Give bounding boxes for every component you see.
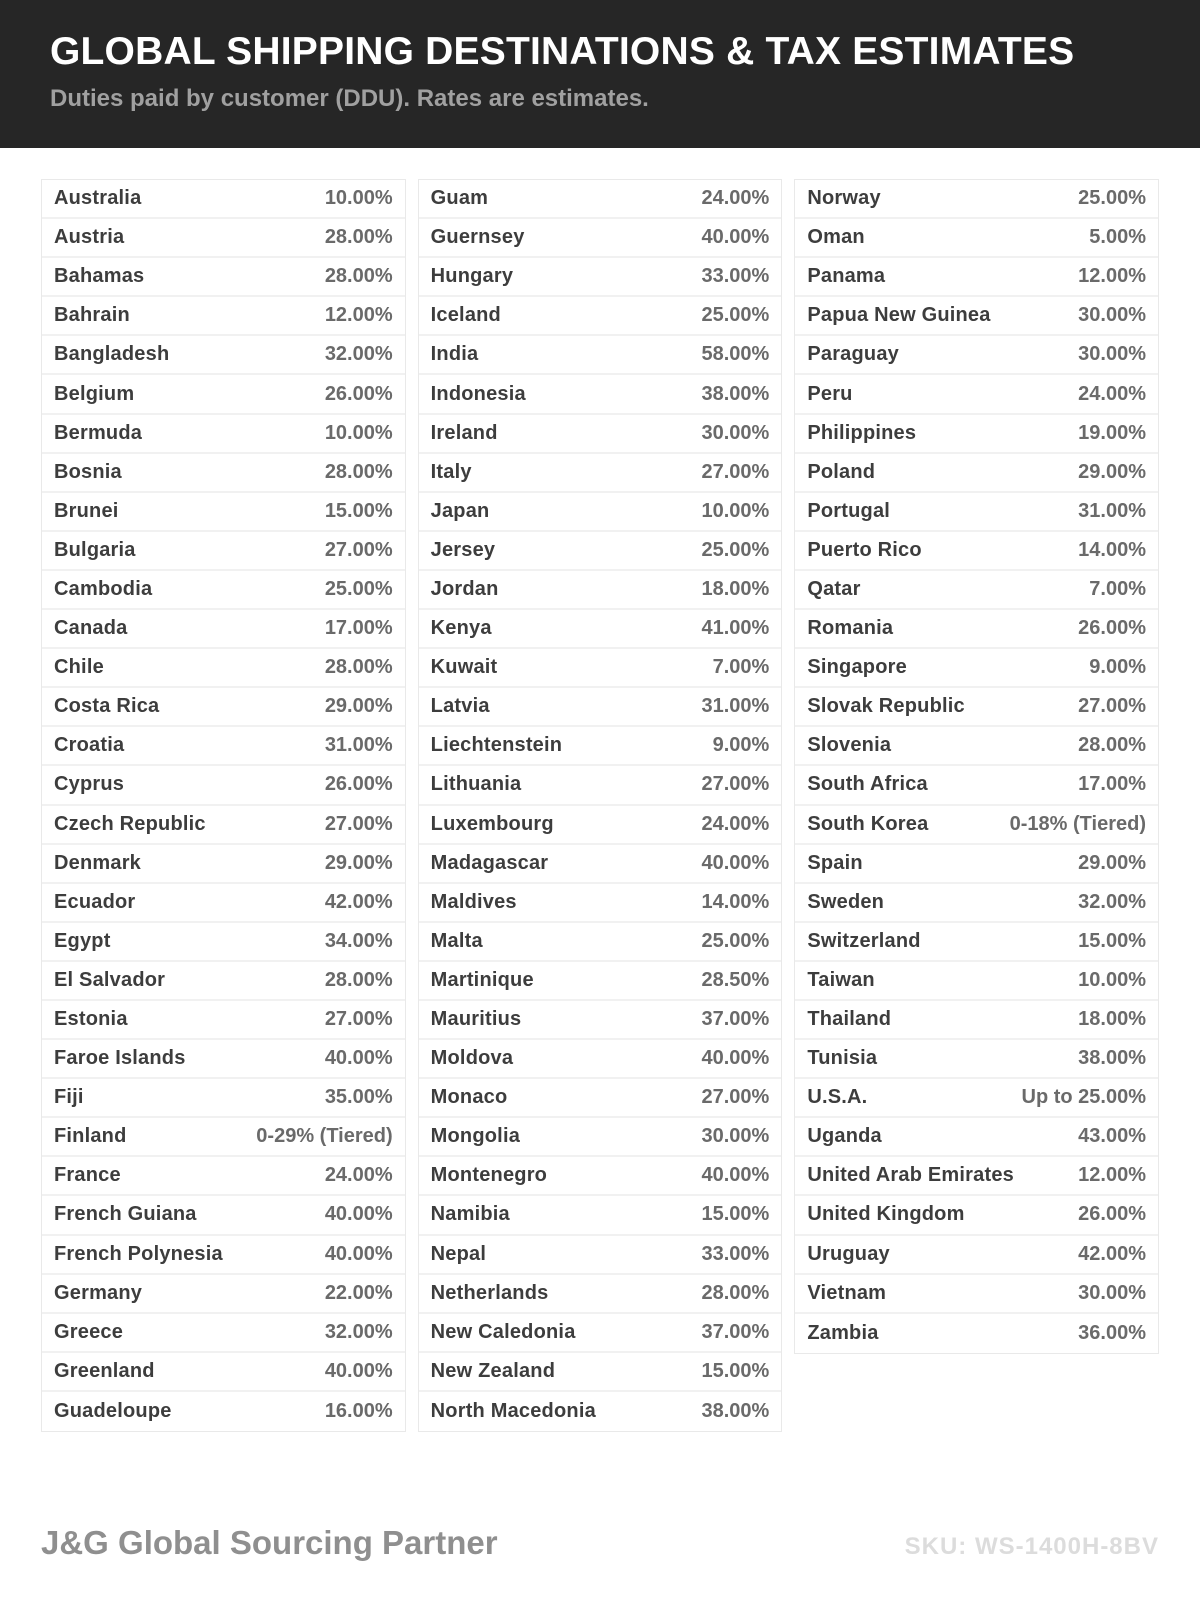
- rate-row: [795, 1001, 1158, 1040]
- rate-row: [795, 1079, 1158, 1118]
- page-title: GLOBAL SHIPPING DESTINATIONS & TAX ESTIMATES: [50, 30, 1075, 73]
- country-name: Bosnia: [54, 460, 122, 483]
- rate-row: [42, 923, 405, 962]
- country-name: Norway: [807, 187, 881, 210]
- rate-row: [42, 1236, 405, 1275]
- rate-row: [42, 962, 405, 1001]
- country-name: Mongolia: [430, 1125, 521, 1148]
- brand-name: J&G Global Sourcing Partner: [41, 1524, 498, 1561]
- country-name: Germany: [54, 1281, 143, 1304]
- country-name: Mauritius: [430, 1008, 522, 1031]
- tax-rate: 32.00%: [1078, 890, 1146, 913]
- rate-row: [795, 649, 1158, 688]
- country-name: Netherlands: [430, 1281, 549, 1304]
- rate-row: [795, 610, 1158, 649]
- rate-row: [419, 1157, 782, 1196]
- rate-row: [795, 571, 1158, 610]
- tax-rate: 40.00%: [701, 1164, 770, 1187]
- rate-row: [419, 219, 782, 258]
- tax-rate: 37.00%: [701, 1320, 770, 1343]
- tax-rate: 30.00%: [1078, 304, 1146, 327]
- rate-row: [795, 1157, 1158, 1196]
- rate-row: [42, 571, 405, 610]
- country-name: Jersey: [430, 538, 496, 561]
- rate-row: [419, 1118, 782, 1157]
- tax-rate: 30.00%: [1078, 1281, 1146, 1304]
- tax-rate: 18.00%: [1078, 1008, 1146, 1031]
- country-name: Vietnam: [807, 1281, 887, 1304]
- tax-rate: 10.00%: [1078, 968, 1146, 991]
- tax-rate: 5.00%: [1089, 226, 1146, 249]
- country-name: Paraguay: [807, 343, 899, 366]
- rate-row: [42, 845, 405, 884]
- tax-rate: 38.00%: [701, 1399, 770, 1422]
- tax-rate: 29.00%: [1078, 851, 1146, 874]
- country-name: Australia: [54, 187, 142, 210]
- page-subtitle: Duties paid by customer (DDU). Rates are estimates.: [50, 85, 649, 112]
- tax-rate: 26.00%: [1078, 617, 1146, 640]
- rate-row: [419, 1001, 782, 1040]
- rate-row: [795, 219, 1158, 258]
- tax-rate: 31.00%: [324, 734, 393, 757]
- country-name: Canada: [54, 617, 128, 640]
- country-name: Belgium: [54, 382, 135, 405]
- tax-rate: 28.00%: [324, 968, 393, 991]
- tax-rate: 36.00%: [1078, 1321, 1146, 1344]
- tax-rate: 7.00%: [1089, 577, 1146, 600]
- tax-rate: 40.00%: [324, 1047, 393, 1070]
- rate-row: [795, 688, 1158, 727]
- rate-row: [42, 532, 405, 571]
- rate-row: [419, 1392, 782, 1431]
- rate-row: [795, 493, 1158, 532]
- rate-row: [42, 1196, 405, 1235]
- country-name: Estonia: [54, 1008, 128, 1031]
- tax-rate: 27.00%: [701, 1086, 770, 1109]
- rate-row: [795, 1196, 1158, 1235]
- rate-row: [42, 454, 405, 493]
- country-name: Guam: [430, 187, 489, 210]
- country-name: Singapore: [807, 656, 907, 679]
- country-name: Czech Republic: [54, 812, 206, 835]
- tax-rate: 27.00%: [324, 1008, 393, 1031]
- tax-rate: 30.00%: [1078, 343, 1146, 366]
- rates-column-3: [794, 179, 1159, 1354]
- rates-column-1: [41, 179, 406, 1432]
- country-name: Moldova: [430, 1047, 514, 1070]
- country-name: Kenya: [430, 617, 492, 640]
- country-name: El Salvador: [54, 968, 166, 991]
- country-name: Maldives: [430, 890, 517, 913]
- country-name: Portugal: [807, 499, 891, 522]
- tax-rate: 30.00%: [701, 1125, 770, 1148]
- page-header: [0, 0, 1200, 148]
- tax-rate: 12.00%: [1078, 1164, 1146, 1187]
- country-name: Croatia: [54, 734, 125, 757]
- tax-rate: 28.00%: [324, 460, 393, 483]
- tax-rate: 35.00%: [324, 1086, 393, 1109]
- sku-label: SKU: WS-1400H-8BV: [904, 1533, 1159, 1560]
- tax-rate: 27.00%: [324, 538, 393, 561]
- tax-rate: 40.00%: [701, 1047, 770, 1070]
- country-name: Indonesia: [430, 382, 526, 405]
- rate-row: [419, 766, 782, 805]
- country-name: Japan: [430, 499, 490, 522]
- rate-row: [419, 1079, 782, 1118]
- rate-row: [419, 884, 782, 923]
- country-name: Latvia: [430, 695, 490, 718]
- country-name: Slovenia: [807, 734, 892, 757]
- tax-rate: 31.00%: [701, 695, 770, 718]
- tax-rate: 29.00%: [324, 695, 393, 718]
- rate-row: [419, 845, 782, 884]
- rate-row: [795, 1040, 1158, 1079]
- country-name: Oman: [807, 226, 865, 249]
- rate-row: [42, 297, 405, 336]
- country-name: Ecuador: [54, 890, 136, 913]
- tax-rate: 24.00%: [701, 812, 770, 835]
- rate-row: [419, 923, 782, 962]
- country-name: Thailand: [807, 1008, 892, 1031]
- country-name: Spain: [807, 851, 863, 874]
- tax-rate: 58.00%: [701, 343, 770, 366]
- rate-row: [42, 766, 405, 805]
- rate-row: [795, 1118, 1158, 1157]
- rate-row: [42, 375, 405, 414]
- rate-row: [419, 1314, 782, 1353]
- tax-rate: 18.00%: [701, 577, 770, 600]
- rate-row: [42, 1040, 405, 1079]
- rate-row: [795, 727, 1158, 766]
- rates-table: [41, 179, 1159, 1432]
- country-name: United Kingdom: [807, 1203, 965, 1226]
- country-name: Nepal: [430, 1242, 487, 1265]
- country-name: Uruguay: [807, 1242, 890, 1265]
- tax-rate: 17.00%: [324, 617, 393, 640]
- rate-row: [795, 766, 1158, 805]
- country-name: Guernsey: [430, 226, 525, 249]
- country-name: Sweden: [807, 890, 885, 913]
- rate-row: [795, 532, 1158, 571]
- tax-rate: 0-18% (Tiered): [1009, 812, 1146, 835]
- country-name: Zambia: [807, 1321, 879, 1344]
- rate-row: [419, 454, 782, 493]
- tax-rate: 40.00%: [324, 1359, 393, 1382]
- country-name: Puerto Rico: [807, 538, 922, 561]
- country-name: Denmark: [54, 851, 141, 874]
- country-name: Poland: [807, 460, 876, 483]
- tax-rate: 41.00%: [701, 617, 770, 640]
- rates-column-2: [418, 179, 783, 1432]
- country-name: Cyprus: [54, 773, 125, 796]
- country-name: Ireland: [430, 421, 498, 444]
- tax-rate: 42.00%: [1078, 1242, 1146, 1265]
- rate-row: [419, 1275, 782, 1314]
- country-name: Bermuda: [54, 421, 143, 444]
- country-name: New Caledonia: [430, 1320, 576, 1343]
- tax-rate: 15.00%: [1078, 929, 1146, 952]
- country-name: Chile: [54, 656, 104, 679]
- country-name: Uganda: [807, 1125, 882, 1148]
- rate-row: [795, 923, 1158, 962]
- rate-row: [419, 688, 782, 727]
- rate-row: [42, 1353, 405, 1392]
- country-name: Costa Rica: [54, 695, 160, 718]
- rate-row: [419, 1040, 782, 1079]
- rate-row: [42, 1001, 405, 1040]
- rate-row: [795, 297, 1158, 336]
- country-name: Bahamas: [54, 265, 145, 288]
- country-name: Romania: [807, 617, 894, 640]
- page-footer: [41, 1524, 1159, 1562]
- tax-rate: 29.00%: [324, 851, 393, 874]
- country-name: Malta: [430, 929, 483, 952]
- rate-row: [419, 415, 782, 454]
- country-name: Brunei: [54, 499, 119, 522]
- rate-row: [42, 1392, 405, 1431]
- country-name: Peru: [807, 382, 853, 405]
- country-name: Greenland: [54, 1359, 155, 1382]
- rate-row: [419, 1236, 782, 1275]
- country-name: New Zealand: [430, 1359, 556, 1382]
- country-name: Tunisia: [807, 1047, 878, 1070]
- tax-rate: 10.00%: [324, 187, 393, 210]
- tax-rate: 40.00%: [701, 226, 770, 249]
- country-name: India: [430, 343, 479, 366]
- rate-row: [42, 258, 405, 297]
- rate-row: [795, 1275, 1158, 1314]
- country-name: Bangladesh: [54, 343, 170, 366]
- tax-rate: 14.00%: [701, 890, 770, 913]
- country-name: Bulgaria: [54, 538, 136, 561]
- tax-rate: 30.00%: [701, 421, 770, 444]
- rate-row: [419, 806, 782, 845]
- country-name: Greece: [54, 1320, 124, 1343]
- tax-rate: 25.00%: [701, 304, 770, 327]
- rate-row: [419, 962, 782, 1001]
- tax-rate: 0-29% (Tiered): [256, 1125, 393, 1148]
- rate-row: [795, 845, 1158, 884]
- country-name: French Polynesia: [54, 1242, 223, 1265]
- rate-row: [419, 297, 782, 336]
- rate-row: [42, 1275, 405, 1314]
- tax-rate: 7.00%: [712, 656, 770, 679]
- tax-rate: 22.00%: [324, 1281, 393, 1304]
- rate-row: [42, 884, 405, 923]
- tax-rate: 33.00%: [701, 1242, 770, 1265]
- rate-row: [419, 258, 782, 297]
- rate-row: [419, 1353, 782, 1392]
- rate-row: [419, 180, 782, 219]
- rate-row: [419, 571, 782, 610]
- tax-rate: 24.00%: [324, 1164, 393, 1187]
- tax-rate: 27.00%: [701, 773, 770, 796]
- rate-row: [795, 336, 1158, 375]
- tax-rate: 33.00%: [701, 265, 770, 288]
- country-name: Qatar: [807, 577, 861, 600]
- country-name: Kuwait: [430, 656, 498, 679]
- rate-row: [42, 1079, 405, 1118]
- tax-rate: 27.00%: [701, 460, 770, 483]
- rate-row: [795, 375, 1158, 414]
- country-name: Luxembourg: [430, 812, 554, 835]
- country-name: Panama: [807, 265, 886, 288]
- country-name: Faroe Islands: [54, 1047, 186, 1070]
- rate-row: [795, 1236, 1158, 1275]
- rate-row: [419, 1196, 782, 1235]
- tax-rate: 24.00%: [1078, 382, 1146, 405]
- tax-rate: 28.00%: [701, 1281, 770, 1304]
- tax-rate: 15.00%: [701, 1359, 770, 1382]
- country-name: Italy: [430, 460, 472, 483]
- country-name: Papua New Guinea: [807, 304, 991, 327]
- tax-rate: 25.00%: [1078, 187, 1146, 210]
- rate-row: [795, 1314, 1158, 1353]
- rate-row: [795, 415, 1158, 454]
- tax-rate: 27.00%: [1078, 695, 1146, 718]
- tax-rate: 32.00%: [324, 343, 393, 366]
- tax-rate: 10.00%: [701, 499, 770, 522]
- tax-rate: Up to 25.00%: [1021, 1086, 1146, 1109]
- country-name: United Arab Emirates: [807, 1164, 1014, 1187]
- tax-rate: 25.00%: [701, 929, 770, 952]
- country-name: U.S.A.: [807, 1086, 868, 1109]
- tax-rate: 28.00%: [1078, 734, 1146, 757]
- rate-row: [795, 962, 1158, 1001]
- tax-rate: 9.00%: [1089, 656, 1146, 679]
- country-name: Iceland: [430, 304, 501, 327]
- rate-row: [42, 180, 405, 219]
- tax-rate: 28.00%: [324, 226, 393, 249]
- country-name: Hungary: [430, 265, 514, 288]
- rate-row: [42, 493, 405, 532]
- rate-row: [795, 884, 1158, 923]
- rate-row: [795, 180, 1158, 219]
- rate-row: [419, 610, 782, 649]
- tax-rate: 40.00%: [324, 1242, 393, 1265]
- country-name: Madagascar: [430, 851, 549, 874]
- country-name: Guadeloupe: [54, 1399, 172, 1422]
- country-name: North Macedonia: [430, 1399, 596, 1422]
- country-name: Jordan: [430, 577, 499, 600]
- country-name: South Korea: [807, 812, 929, 835]
- country-name: Liechtenstein: [430, 734, 563, 757]
- country-name: France: [54, 1164, 121, 1187]
- rate-row: [419, 727, 782, 766]
- country-name: French Guiana: [54, 1203, 197, 1226]
- tax-rate: 28.00%: [324, 265, 393, 288]
- tax-rate: 28.00%: [324, 656, 393, 679]
- tax-rate: 32.00%: [324, 1320, 393, 1343]
- tax-rate: 38.00%: [701, 382, 770, 405]
- tax-rate: 28.50%: [701, 968, 770, 991]
- rate-row: [42, 219, 405, 258]
- tax-rate: 17.00%: [1078, 773, 1146, 796]
- country-name: Martinique: [430, 968, 534, 991]
- tax-rate: 31.00%: [1078, 499, 1146, 522]
- country-name: Egypt: [54, 929, 111, 952]
- rate-row: [795, 806, 1158, 845]
- tax-rate: 15.00%: [701, 1203, 770, 1226]
- rate-row: [42, 649, 405, 688]
- tax-rate: 37.00%: [701, 1008, 770, 1031]
- tax-rate: 10.00%: [324, 421, 393, 444]
- country-name: Philippines: [807, 421, 917, 444]
- rate-row: [42, 415, 405, 454]
- tax-rate: 16.00%: [324, 1399, 393, 1422]
- country-name: Austria: [54, 226, 125, 249]
- country-name: Switzerland: [807, 929, 921, 952]
- country-name: Taiwan: [807, 968, 875, 991]
- tax-rate: 15.00%: [324, 499, 393, 522]
- rate-row: [42, 727, 405, 766]
- tax-rate: 38.00%: [1078, 1047, 1146, 1070]
- tax-rate: 34.00%: [324, 929, 393, 952]
- tax-rate: 26.00%: [1078, 1203, 1146, 1226]
- tax-rate: 40.00%: [324, 1203, 393, 1226]
- country-name: Namibia: [430, 1203, 510, 1226]
- tax-rate: 26.00%: [324, 382, 393, 405]
- rate-row: [42, 610, 405, 649]
- rate-row: [419, 336, 782, 375]
- country-name: Slovak Republic: [807, 695, 965, 718]
- country-name: South Africa: [807, 773, 928, 796]
- country-name: Finland: [54, 1125, 127, 1148]
- tax-rate: 25.00%: [324, 577, 393, 600]
- country-name: Bahrain: [54, 304, 130, 327]
- tax-rate: 25.00%: [701, 538, 770, 561]
- tax-rate: 12.00%: [324, 304, 393, 327]
- tax-rate: 24.00%: [701, 187, 770, 210]
- tax-rate: 27.00%: [324, 812, 393, 835]
- tax-rate: 26.00%: [324, 773, 393, 796]
- tax-rate: 43.00%: [1078, 1125, 1146, 1148]
- tax-rate: 9.00%: [712, 734, 770, 757]
- country-name: Montenegro: [430, 1164, 548, 1187]
- country-name: Monaco: [430, 1086, 508, 1109]
- rate-row: [42, 1118, 405, 1157]
- rate-row: [42, 336, 405, 375]
- rate-row: [419, 532, 782, 571]
- rate-row: [42, 688, 405, 727]
- country-name: Lithuania: [430, 773, 522, 796]
- rate-row: [419, 493, 782, 532]
- tax-rate: 29.00%: [1078, 460, 1146, 483]
- rate-row: [795, 454, 1158, 493]
- tax-rate: 40.00%: [701, 851, 770, 874]
- tax-rate: 42.00%: [324, 890, 393, 913]
- tax-rate: 12.00%: [1078, 265, 1146, 288]
- rate-row: [42, 1157, 405, 1196]
- rate-row: [42, 806, 405, 845]
- rate-row: [795, 258, 1158, 297]
- country-name: Fiji: [54, 1086, 84, 1109]
- rate-row: [419, 375, 782, 414]
- rate-row: [42, 1314, 405, 1353]
- tax-rate: 19.00%: [1078, 421, 1146, 444]
- rate-row: [419, 649, 782, 688]
- tax-rate: 14.00%: [1078, 538, 1146, 561]
- country-name: Cambodia: [54, 577, 153, 600]
